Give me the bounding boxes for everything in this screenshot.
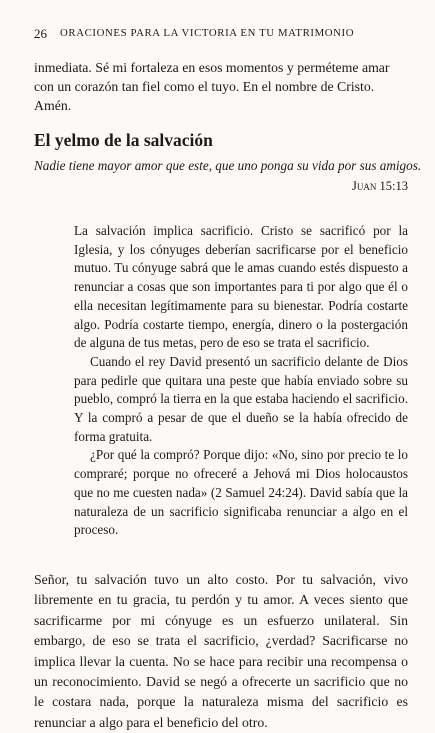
- body-paragraph: La salvación implica sacrificio. Cristo se sacrificó por la Iglesia, y los cónyuges deberían sacrificarse por el beneficio mutuo. Tu cónyuge sabrá que le amas cuando estés dispuesto a renunciar a cosas que son importantes para ti por algo que él o ella necesitan legítimamente para su bienestar. Podría costarte algo. Podría costarte tiempo, energía, dinero o la postergación de alguna de tus metas, pero de eso se trata el sacrificio.: [74, 223, 408, 351]
- epigraph-citation: Juan 15:13: [352, 179, 408, 193]
- section-title: El yelmo de la salvación: [34, 130, 213, 150]
- epigraph: Nadie tiene mayor amor que este, que uno ponga su vida por sus amigos.: [34, 158, 422, 173]
- running-head: ORACIONES PARA LA VICTORIA EN TU MATRIMONIO: [60, 27, 355, 39]
- page-header: [34, 26, 414, 46]
- body-paragraph: ¿Por qué la compró? Porque dijo: «No, sino por precio te lo compraré; porque no ofreceré a Jehová mi Dios holocaustos que no me cuesten nada» (2 Samuel 24:24). David sabía que la naturaleza de un sacrificio significaba renunciar a algo en el proceso.: [74, 447, 408, 538]
- body-text: [74, 222, 408, 540]
- page-content: [34, 58, 422, 733]
- opening-paragraph: inmediata. Sé mi fortaleza en esos momentos y perméteme amar con un corazón tan fiel como el tuyo. En el nombre de Cristo. Amén.: [34, 60, 390, 113]
- prayer-paragraph: Señor, tu salvación tuvo un alto costo. Por tu salvación, vivo libremente en tu gracia, tu perdón y tu amor. A veces siento que sacrificarme por mi cónyuge es un esfuerzo unilateral. Sin embargo, de eso se trata el sacrificio, ¿verdad? Sacrificarse no implica llevar la cuenta. No se hace para recibir una recompensa o un reconocimiento. David se negó a ofrecerte un sacrificio que no le costara nada, porque la naturaleza misma del sacrificio es renunciar a algo para el beneficio del otro.: [34, 571, 408, 730]
- body-paragraph: Cuando el rey David presentó un sacrificio delante de Dios para pedirle que quitara una peste que había enviado sobre su pueblo, compró la tierra en la que estaba haciendo el sacrificio. Y la compró a pesar de que el dueño se la había ofrecido de forma gratuita.: [74, 353, 408, 444]
- page-number: 26: [34, 26, 47, 41]
